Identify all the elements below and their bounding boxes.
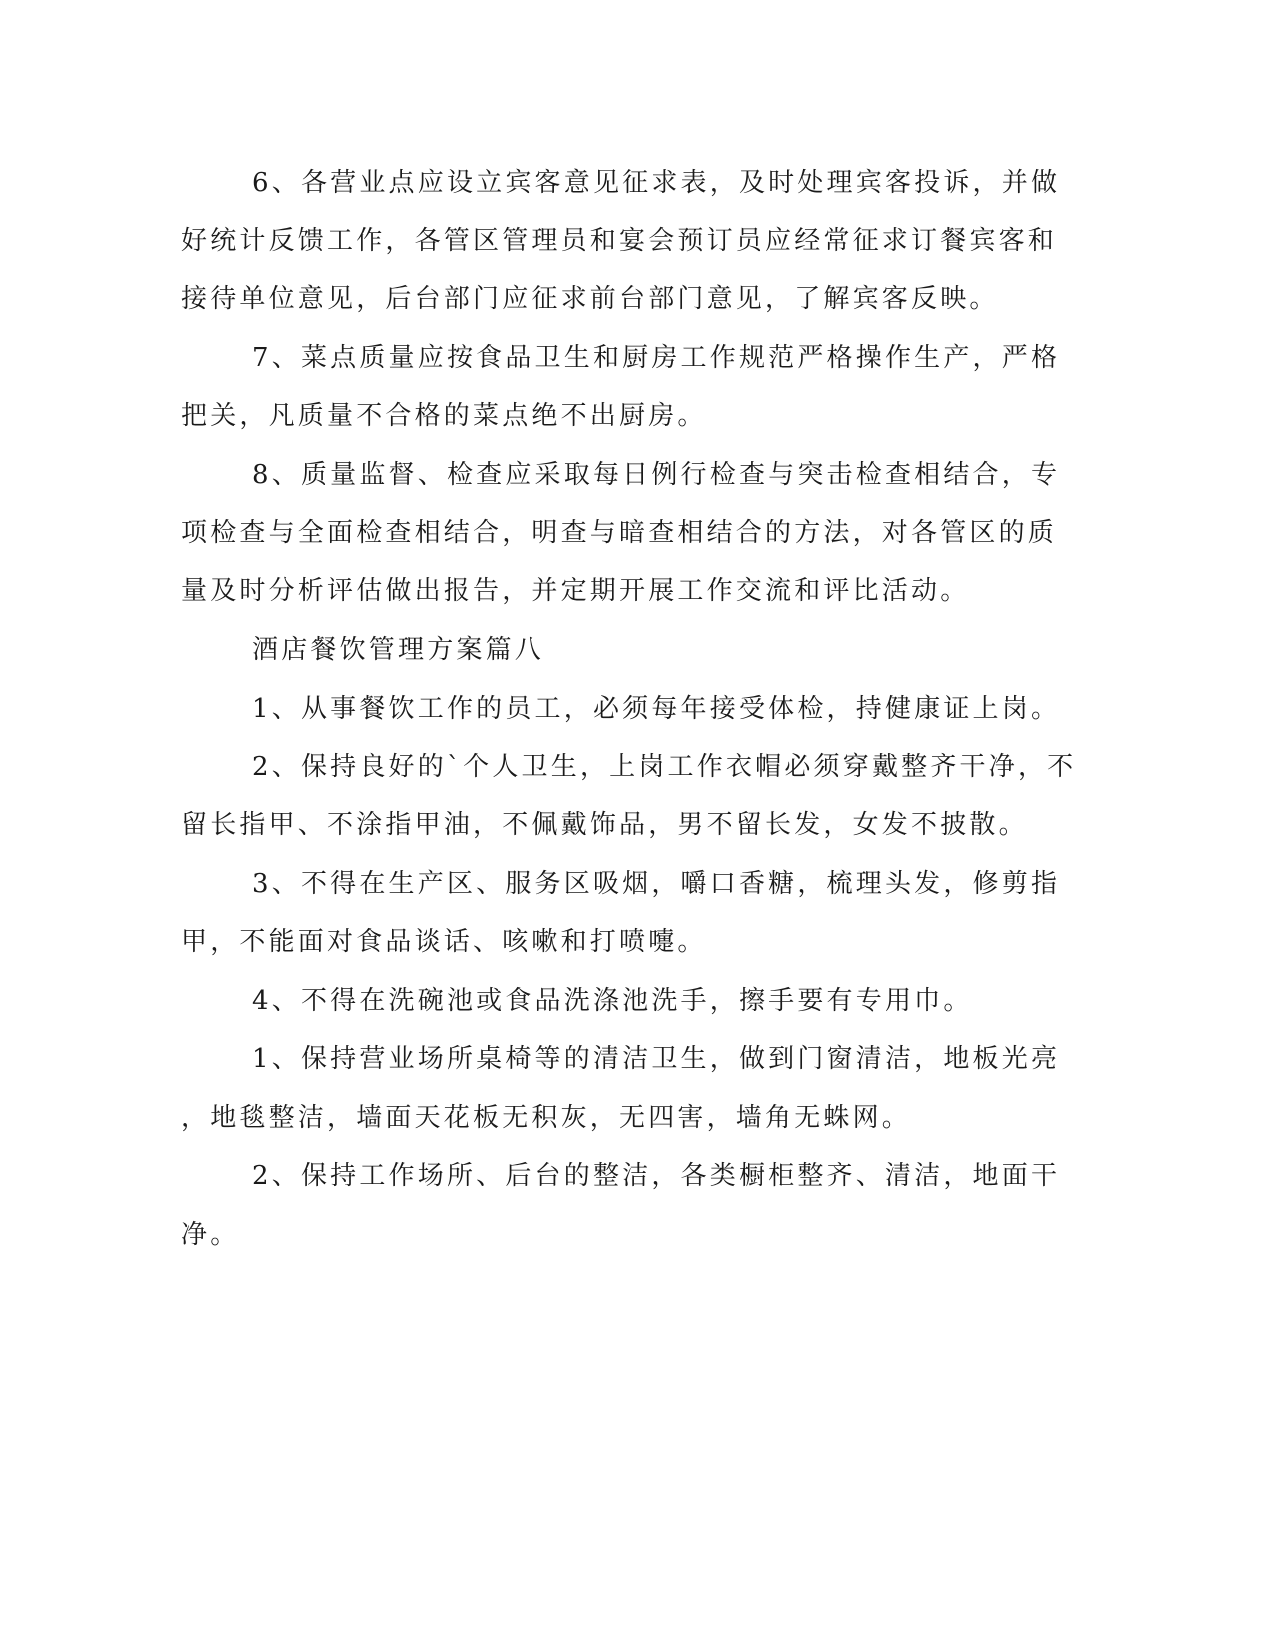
hygiene-1-line-1: 1、保持营业场所桌椅等的清洁卫生，做到门窗清洁，地板光亮: [252, 1044, 1061, 1074]
section-heading: 酒店餐饮管理方案篇八: [252, 635, 545, 665]
rule-4-line-1: 4、不得在洗碗池或食品洗涤池洗手，擦手要有专用巾。: [252, 986, 973, 1016]
hygiene-2-line-1: 2、保持工作场所、后台的整洁，各类橱柜整齐、清洁，地面干: [252, 1161, 1061, 1191]
paragraph-6-line-2: 好统计反馈工作，各管区管理员和宴会预订员应经常征求订餐宾客和: [181, 226, 1058, 256]
paragraph-8-line-1: 8、质量监督、检查应采取每日例行检查与突击检查相结合，专: [252, 460, 1061, 490]
hygiene-1-line-2: ，地毯整洁，墙面天花板无积灰，无四害，墙角无蛛网。: [181, 1103, 912, 1133]
paragraph-8-line-2: 项检查与全面检查相结合，明查与暗查相结合的方法，对各管区的质: [181, 518, 1058, 548]
rule-3-line-2: 甲，不能面对食品谈话、咳嗽和打喷嚏。: [181, 927, 707, 957]
rule-2-line-1: 2、保持良好的`个人卫生，上岗工作衣帽必须穿戴整齐干净，不: [252, 752, 1077, 782]
paragraph-7-line-2: 把关，凡质量不合格的菜点绝不出厨房。: [181, 401, 707, 431]
rule-2-line-2: 留长指甲、不涂指甲油，不佩戴饰品，男不留长发，女发不披散。: [181, 810, 1028, 840]
paragraph-6-line-3: 接待单位意见，后台部门应征求前台部门意见，了解宾客反映。: [181, 284, 999, 314]
rule-1-line-1: 1、从事餐饮工作的员工，必须每年接受体检，持健康证上岗。: [252, 694, 1061, 724]
hygiene-2-line-2: 净。: [181, 1220, 240, 1250]
paragraph-7-line-1: 7、菜点质量应按食品卫生和厨房工作规范严格操作生产，严格: [252, 343, 1061, 373]
rule-3-line-1: 3、不得在生产区、服务区吸烟，嚼口香糖，梳理头发，修剪指: [252, 869, 1061, 899]
paragraph-8-line-3: 量及时分析评估做出报告，并定期开展工作交流和评比活动。: [181, 576, 970, 606]
paragraph-6-line-1: 6、各营业点应设立宾客意见征求表，及时处理宾客投诉，并做: [252, 168, 1061, 198]
